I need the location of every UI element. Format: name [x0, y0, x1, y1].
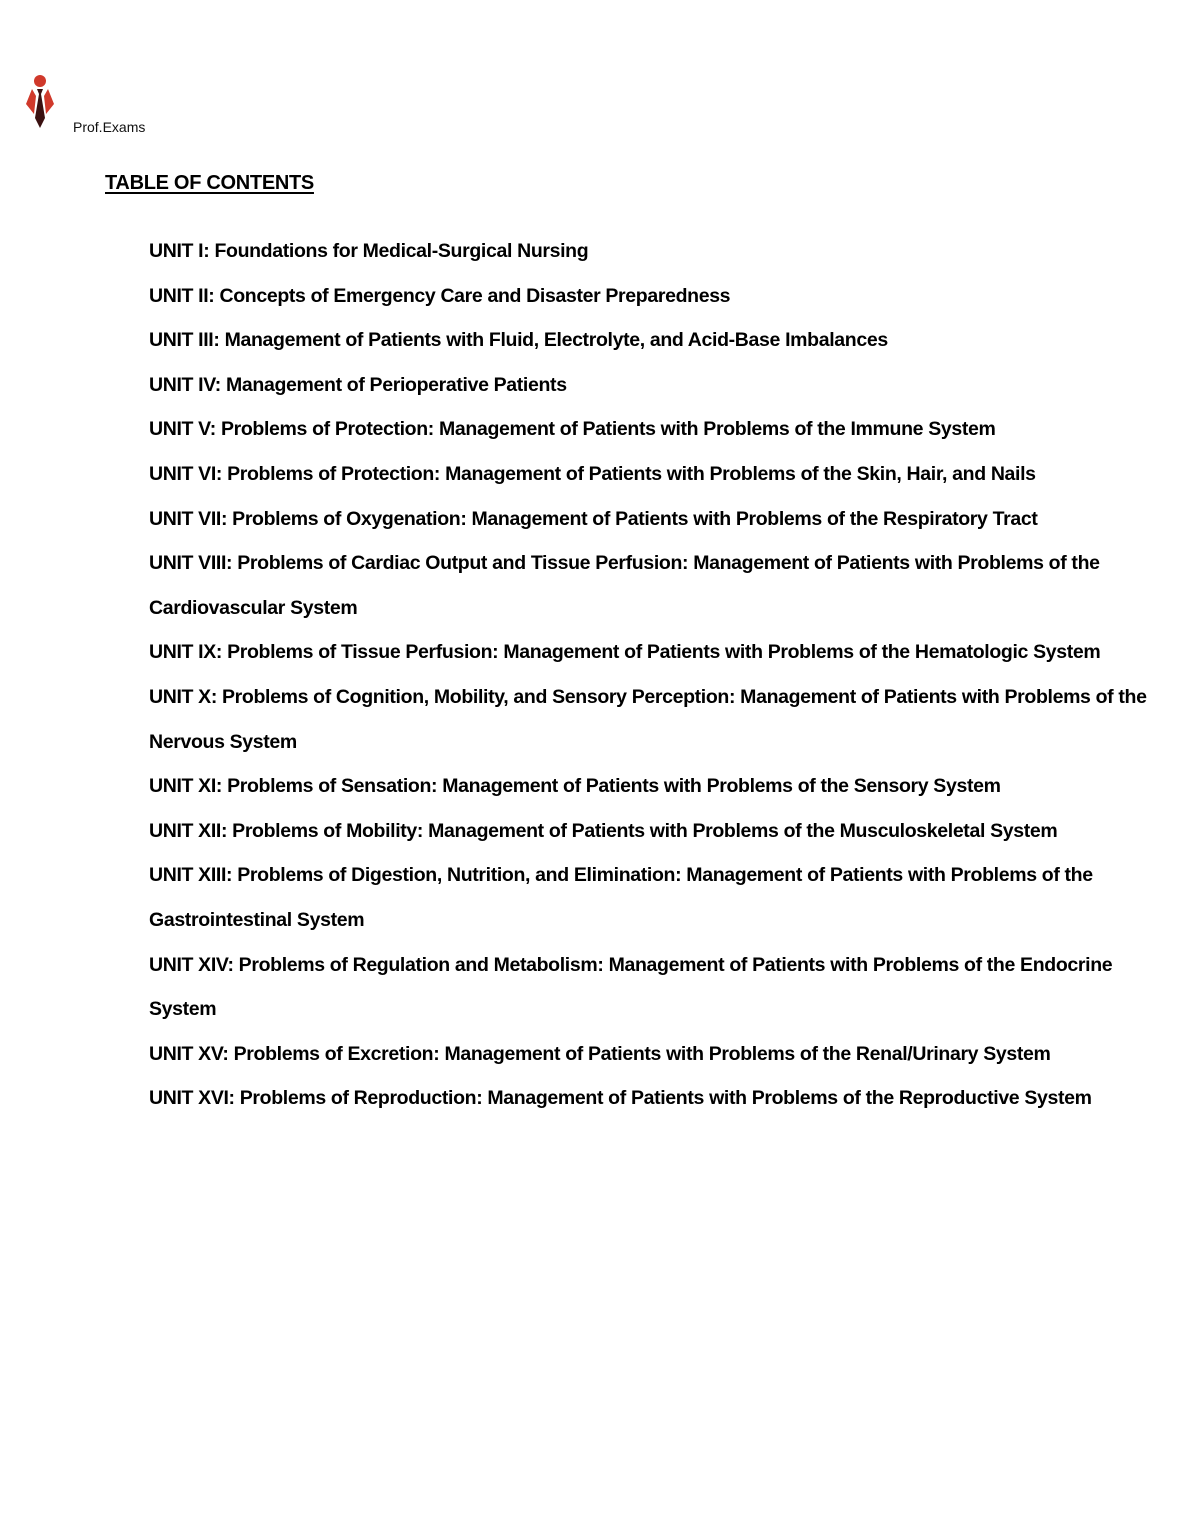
toc-entry[interactable]: UNIT XVI: Problems of Reproduction: Management of Patients with Problems of the Reproductive System — [149, 1087, 1092, 1110]
toc-entry[interactable]: UNIT VIII: Problems of Cardiac Output and Tissue Perfusion: Management of Patients with Problems of the Cardiovascular System — [149, 552, 1100, 619]
toc-entry[interactable]: UNIT VI: Problems of Protection: Management of Patients with Problems of the Skin, Hair, and Nails — [149, 462, 1036, 485]
toc-entry[interactable]: UNIT XII: Problems of Mobility: Management of Patients with Problems of the Musculoskeletal System — [149, 819, 1058, 842]
toc-entry[interactable]: UNIT IV: Management of Perioperative Patients — [149, 373, 567, 396]
toc-list — [149, 229, 1149, 1121]
brand-name: Prof.Exams — [73, 119, 146, 135]
toc-title: TABLE OF CONTENTS — [105, 172, 314, 194]
toc-entry[interactable]: UNIT X: Problems of Cognition, Mobility, and Sensory Perception: Management of Patients with Problems of the Nervous System — [149, 685, 1147, 753]
toc-entry[interactable]: UNIT I: Foundations for Medical-Surgical Nursing — [149, 240, 589, 262]
toc-entry[interactable]: UNIT XIV: Problems of Regulation and Metabolism: Management of Patients with Problems of the Endocrine System — [149, 953, 1113, 1021]
toc-entry[interactable]: UNIT V: Problems of Protection: Management of Patients with Problems of the Immune System — [149, 418, 996, 441]
toc-entry[interactable]: UNIT XV: Problems of Excretion: Management of Patients with Problems of the Renal/Urinary System — [149, 1042, 1051, 1065]
toc-entry[interactable]: UNIT VII: Problems of Oxygenation: Management of Patients with Problems of the Respiratory Tract — [149, 507, 1038, 530]
prof-exams-logo-icon — [22, 74, 58, 130]
toc-entry[interactable]: UNIT XI: Problems of Sensation: Management of Patients with Problems of the Sensory System — [149, 775, 1001, 798]
toc-entry[interactable]: UNIT III: Management of Patients with Fluid, Electrolyte, and Acid-Base Imbalances — [149, 329, 888, 352]
toc-entry[interactable]: UNIT IX: Problems of Tissue Perfusion: Management of Patients with Problems of the Hematologic System — [149, 641, 1101, 664]
toc-entry[interactable]: UNIT II: Concepts of Emergency Care and Disaster Preparedness — [149, 284, 731, 307]
toc-entry[interactable]: UNIT XIII: Problems of Digestion, Nutrition, and Elimination: Management of Patients with Problems of the Gastrointestinal System — [149, 864, 1093, 931]
